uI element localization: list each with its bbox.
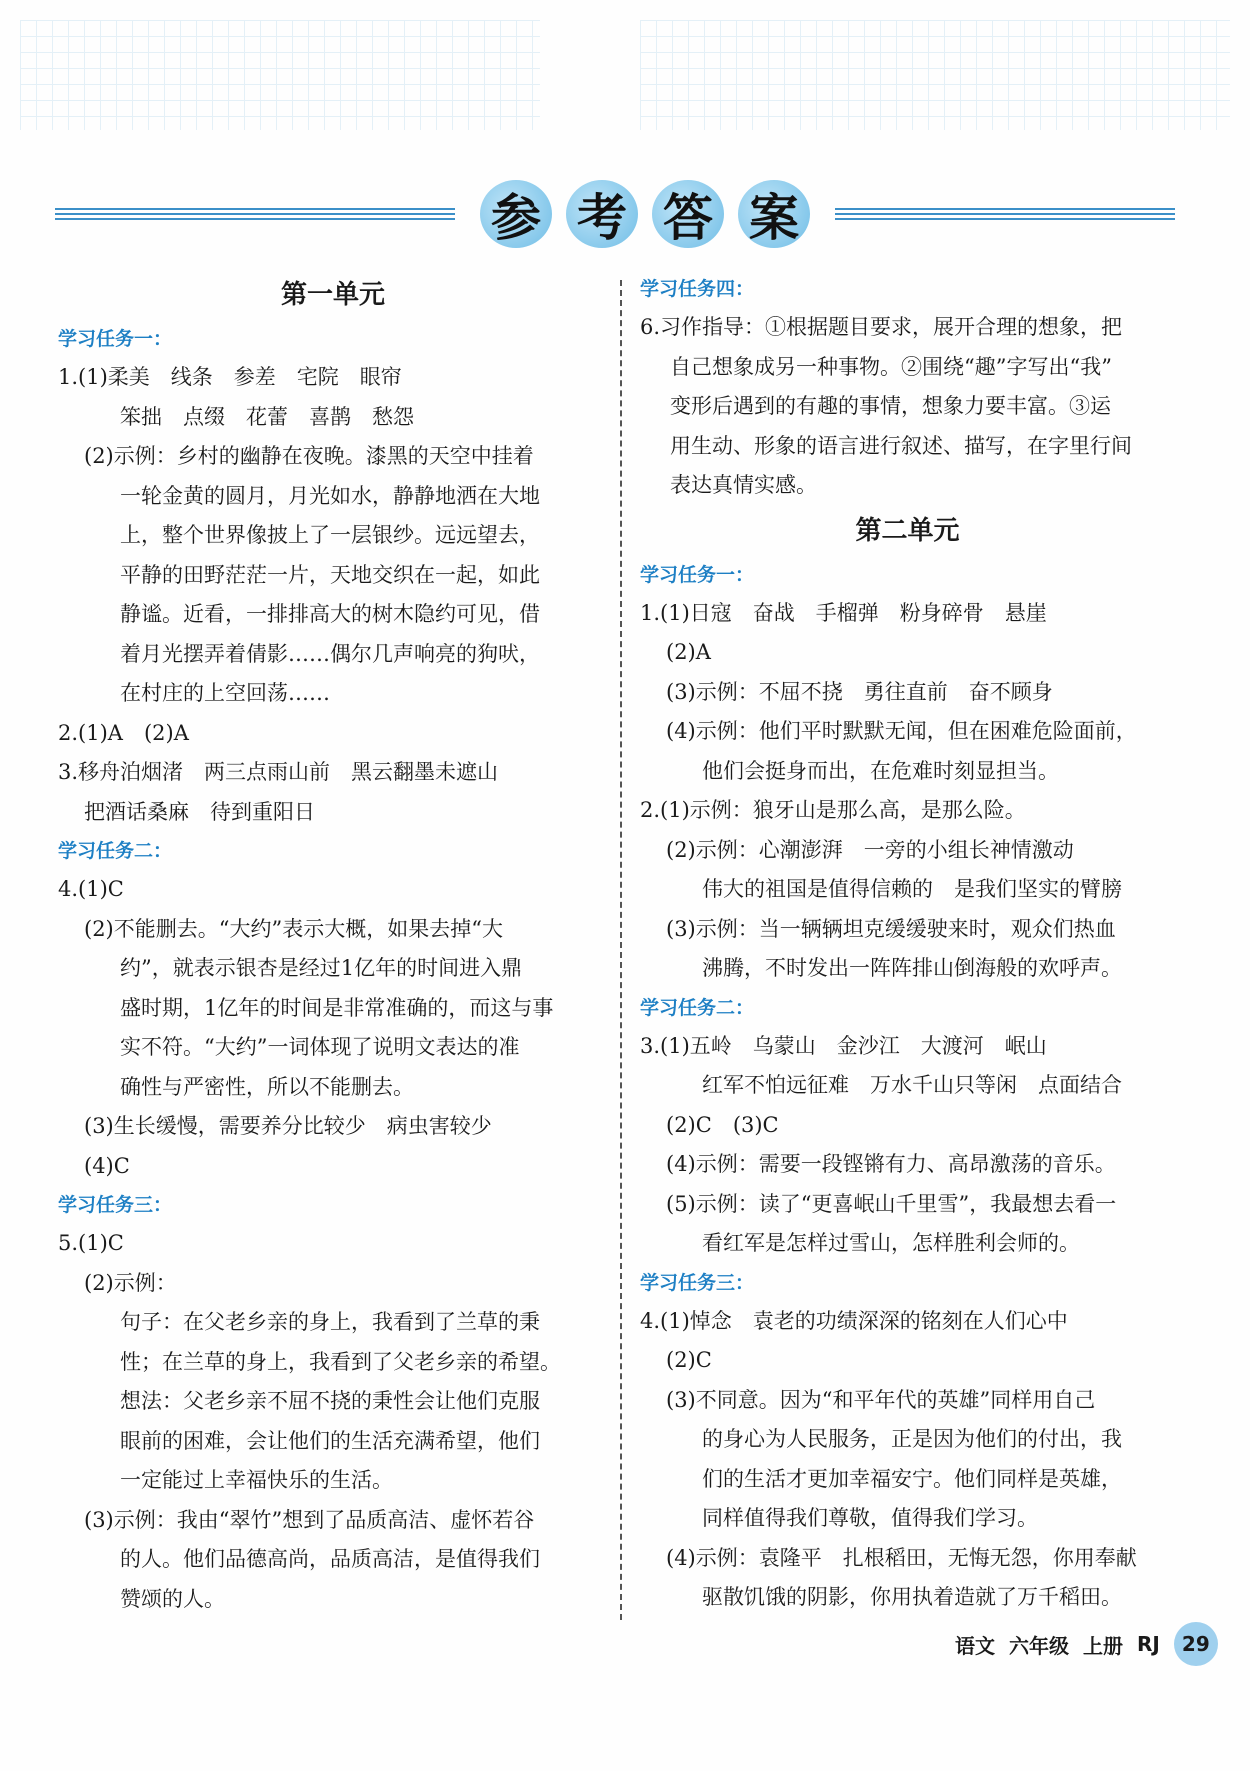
title-char: 考: [566, 180, 638, 248]
title-char: 案: [738, 180, 810, 248]
answer-line: 平静的田野茫茫一片，天地交织在一起，如此: [120, 562, 540, 587]
answer-line: (3)示例：不屈不挠 勇往直前 奋不顾身: [666, 679, 1053, 704]
footer-edition: RJ: [1137, 1632, 1160, 1656]
answer-line: 用生动、形象的语言进行叙述、描写，在字里行间: [670, 433, 1132, 458]
answer-line: 们的生活才更加幸福安宁。他们同样是英雄，: [702, 1466, 1122, 1491]
answer-line: (3)示例：我由“翠竹”想到了品质高洁、虚怀若谷: [84, 1507, 535, 1532]
answer-line: 3.移舟泊烟渚 两三点雨山前 黑云翻墨未遮山: [58, 760, 499, 784]
right-column: [640, 270, 1175, 1618]
answer-line: 句子：在父老乡亲的身上，我看到了兰草的秉: [120, 1310, 540, 1334]
answer-line: 伟大的祖国是值得信赖的 是我们坚实的臂膀: [702, 877, 1122, 901]
answer-line: 看红军是怎样过雪山，怎样胜利会师的。: [702, 1231, 1080, 1255]
footer-subject: 语文: [955, 1633, 995, 1658]
answer-line: 表达真情实感。: [670, 473, 817, 497]
page-footer: [955, 1622, 1218, 1666]
answer-line: (4)示例：需要一段铿锵有力、高昂激荡的音乐。: [666, 1152, 1116, 1176]
answer-line: 笨拙 点缀 花蕾 喜鹊 愁怨: [120, 404, 414, 429]
answer-line: 一轮金黄的圆月，月光如水，静静地洒在大地: [120, 483, 540, 508]
answer-line: 红军不怕远征难 万水千山只等闲 点面结合: [702, 1073, 1122, 1097]
answer-line: 的人。他们品德高尚，品质高洁，是值得我们: [120, 1547, 540, 1571]
answer-line: (2)示例：: [84, 1270, 177, 1295]
title-chars: [480, 180, 810, 250]
answer-line: (4)示例：他们平时默默无闻，但在困难危险面前，: [666, 719, 1137, 743]
answer-line: 4.(1)C: [58, 877, 124, 901]
answer-line: (3)示例：当一辆辆坦克缓缓驶来时，观众们热血: [666, 916, 1116, 941]
left-column: [58, 270, 608, 1619]
answer-line: 同样值得我们尊敬，值得我们学习。: [702, 1506, 1038, 1530]
header-grid-right: [640, 20, 1230, 130]
task-heading: 学习任务三：: [640, 1271, 755, 1294]
task-heading: 学习任务一：: [58, 328, 173, 350]
answer-line: 2.(1)A (2)A: [58, 720, 189, 745]
column-divider: [620, 280, 622, 1620]
answer-line: (2)示例：心潮澎湃 一旁的小组长神情激动: [666, 837, 1074, 862]
page-title: [55, 180, 1175, 250]
answer-line: 4.(1)悼念 袁老的功绩深深的铭刻在人们心中: [640, 1308, 1068, 1333]
unit-heading: 第二单元: [855, 515, 960, 546]
answer-line: 6.习作指导：①根据题目要求，展开合理的想象，把: [640, 315, 1123, 339]
answer-line: 3.(1)五岭 乌蒙山 金沙江 大渡河 岷山: [640, 1033, 1047, 1058]
answer-line: (2)A: [666, 640, 711, 664]
answer-line: (2)C: [666, 1348, 712, 1372]
task-heading: 学习任务一：: [640, 563, 755, 586]
answer-line: (4)示例：袁隆平 扎根稻田，无悔无怨，你用奉献: [666, 1545, 1137, 1570]
answer-line: 2.(1)示例：狼牙山是那么高，是那么险。: [640, 798, 1026, 822]
header-grid-left: [20, 20, 540, 130]
answer-line: 5.(1)C: [58, 1231, 124, 1255]
answer-line: 约”，就表示银杏是经过1亿年的时间进入鼎: [120, 956, 523, 980]
unit-heading: 第一单元: [280, 280, 385, 310]
answer-line: (3)生长缓慢，需要养分比较少 病虫害较少: [84, 1114, 492, 1138]
answer-line: 他们会挺身而出，在危难时刻显担当。: [702, 758, 1059, 783]
answer-line: (3)不同意。因为“和平年代的英雄”同样用自己: [666, 1387, 1096, 1412]
title-char: 答: [652, 180, 724, 248]
footer-volume: 上册: [1083, 1633, 1123, 1658]
answer-line: 想法：父老乡亲不屈不挠的秉性会让他们克服: [120, 1389, 540, 1413]
answer-line: 静谧。近看，一排排高大的树木隐约可见，借: [120, 602, 540, 626]
answer-line: 沸腾，不时发出一阵阵排山倒海般的欢呼声。: [702, 956, 1122, 980]
title-rule-right: [835, 208, 1175, 220]
answer-line: 确性与严密性，所以不能删去。: [120, 1074, 414, 1099]
title-char: 参: [480, 180, 552, 248]
answer-line: 变形后遇到的有趣的事情，想象力要丰富。③运: [670, 394, 1111, 418]
answer-line: 的身心为人民服务，正是因为他们的付出，我: [702, 1427, 1122, 1451]
title-rule-left: [55, 208, 455, 220]
answer-line: 一定能过上幸福快乐的生活。: [120, 1468, 393, 1492]
task-heading: 学习任务二：: [58, 840, 173, 862]
answer-line: (2)不能删去。“大约”表示大概，如果去掉“大: [84, 916, 503, 941]
answer-line: (4)C: [84, 1153, 130, 1178]
answer-line: 把酒话桑麻 待到重阳日: [84, 799, 315, 824]
task-heading: 学习任务二：: [640, 996, 755, 1019]
answer-line: 性；在兰草的身上，我看到了父老乡亲的希望。: [120, 1349, 561, 1374]
answer-line: (5)示例：读了“更喜岷山千里雪”，我最想去看一: [666, 1191, 1117, 1216]
task-heading: 学习任务四：: [640, 278, 755, 300]
answer-line: 在村庄的上空回荡……: [120, 681, 330, 705]
answer-line: 着月光摆弄着倩影……偶尔几声响亮的狗吠，: [120, 641, 540, 666]
answer-line: 盛时期，1亿年的时间是非常准确的，而这与事: [120, 995, 554, 1020]
task-heading: 学习任务三：: [58, 1194, 173, 1216]
answer-line: (2)示例：乡村的幽静在夜晚。漆黑的天空中挂着: [84, 444, 534, 468]
answer-line: 眼前的困难，会让他们的生活充满希望，他们: [120, 1428, 540, 1453]
answer-line: 1.(1)日寇 奋战 手榴弹 粉身碎骨 悬崖: [640, 600, 1047, 625]
footer-grade: 六年级: [1009, 1633, 1069, 1658]
answer-line: 驱散饥饿的阴影，你用执着造就了万千稻田。: [702, 1585, 1122, 1609]
answer-line: 1.(1)柔美 线条 参差 宅院 眼帘: [58, 365, 402, 389]
answer-line: 实不符。“大约”一词体现了说明文表达的准: [120, 1035, 520, 1059]
answer-line: 上，整个世界像披上了一层银纱。远远望去，: [120, 523, 540, 547]
page-number: 29: [1174, 1622, 1218, 1666]
answer-line: 赞颂的人。: [120, 1586, 225, 1611]
answer-line: 自己想象成另一种事物。②围绕“趣”字写出“我”: [670, 354, 1112, 379]
answer-line: (2)C (3)C: [666, 1112, 779, 1137]
